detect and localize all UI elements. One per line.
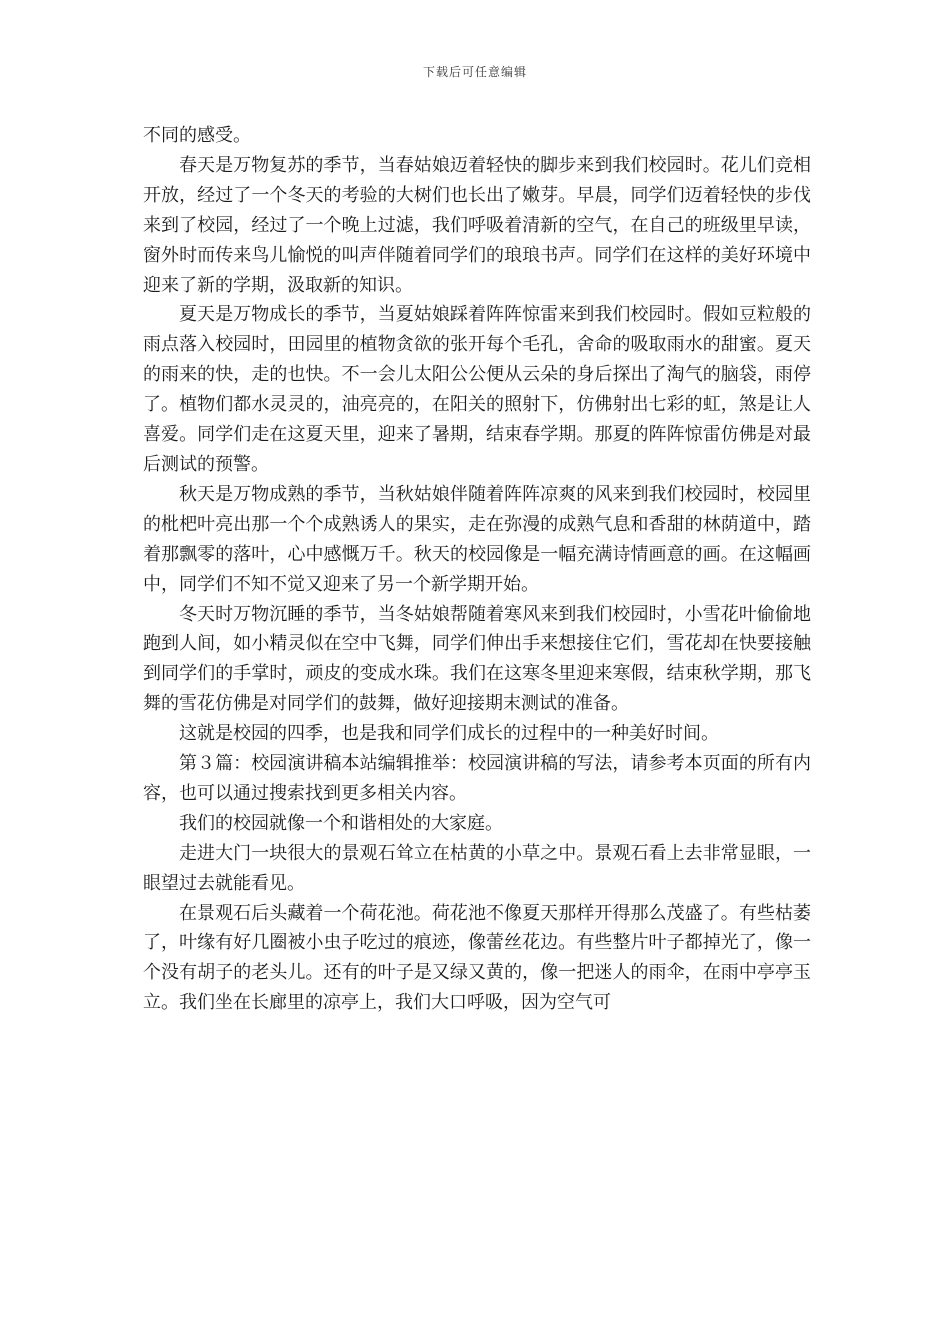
paragraph: 春天是万物复苏的季节，当春姑娘迈着轻快的脚步来到我们校园时。花儿们竞相开放，经过了一个冬天的考验的大树们也长出了嫩芽。早晨，同学们迈着轻快的步伐来到了校园，经过了一个晚上过滤，我们呼吸着清新的空气，在自己的班级里早读，窗外时而传来鸟儿愉悦的叫声伴随着同学们的琅琅书声。同学们在这样的美好环境中迎来了新的学期，汲取新的知识。 bbox=[143, 154, 811, 296]
paragraph: 在景观石后头藏着一个荷花池。荷花池不像夏天那样开得那么茂盛了。有些枯萎了，叶缘有好几圈被小虫子吃过的痕迹，像蕾丝花边。有些整片叶子都掉光了，像一个没有胡子的老头儿。还有的叶子是又绿又黄的，像一把迷人的雨伞，在雨中亭亭玉立。我们坐在长廊里的凉亭上，我们大口呼吸，因为空气可 bbox=[143, 902, 811, 1014]
paragraph: 走进大门一块很大的景观石耸立在枯黄的小草之中。景观石看上去非常显眼，一眼望过去就能看见。 bbox=[143, 842, 811, 894]
paragraph: 秋天是万物成熟的季节，当秋姑娘伴随着阵阵凉爽的风来到我们校园时，校园里的枇杷叶亮出那一个个成熟诱人的果实，走在弥漫的成熟气息和香甜的林荫道中，踏着那飘零的落叶，心中感慨万千。秋天的校园像是一幅充满诗情画意的画。在这幅画中，同学们不知不觉又迎来了另一个新学期开始。 bbox=[143, 483, 811, 595]
paragraph: 我们的校园就像一个和谐相处的大家庭。 bbox=[179, 812, 503, 834]
document-body bbox=[143, 121, 811, 1018]
paragraph: 第３篇：校园演讲稿本站编辑推举：校园演讲稿的写法，请参考本页面的所有内容，也可以通过搜索找到更多相关内容。 bbox=[143, 753, 811, 804]
paragraph: 这就是校园的四季，也是我和同学们成长的过程中的一种美好时间。 bbox=[179, 723, 719, 745]
page-header: 下载后可任意编辑 bbox=[422, 65, 527, 79]
paragraph: 夏天是万物成长的季节，当夏姑娘踩着阵阵惊雷来到我们校园时。假如豆粒般的雨点落入校园时，田园里的植物贪欲的张开每个毛孔，舍命的吸取雨水的甜蜜。夏天的雨来的快，走的也快。不一会儿太阳公公便从云朵的身后探出了淘气的脑袋，雨停了。植物们都水灵灵的，油亮亮的，在阳关的照射下，仿佛射出七彩的虹，煞是让人喜爱。同学们走在这夏天里，迎来了暑期，结束春学期。那夏的阵阵惊雷仿佛是对最后测试的预警。 bbox=[143, 304, 811, 475]
paragraph: 冬天时万物沉睡的季节，当冬姑娘帮随着寒风来到我们校园时，小雪花叶偷偷地跑到人间，如小精灵似在空中飞舞，同学们伸出手来想接住它们，雪花却在快要接触到同学们的手掌时，顽皮的变成水珠。我们在这寒冬里迎来寒假，结束秋学期，那飞舞的雪花仿佛是对同学们的鼓舞，做好迎接期末测试的准备。 bbox=[143, 603, 811, 715]
paragraph: 不同的感受。 bbox=[143, 125, 251, 146]
